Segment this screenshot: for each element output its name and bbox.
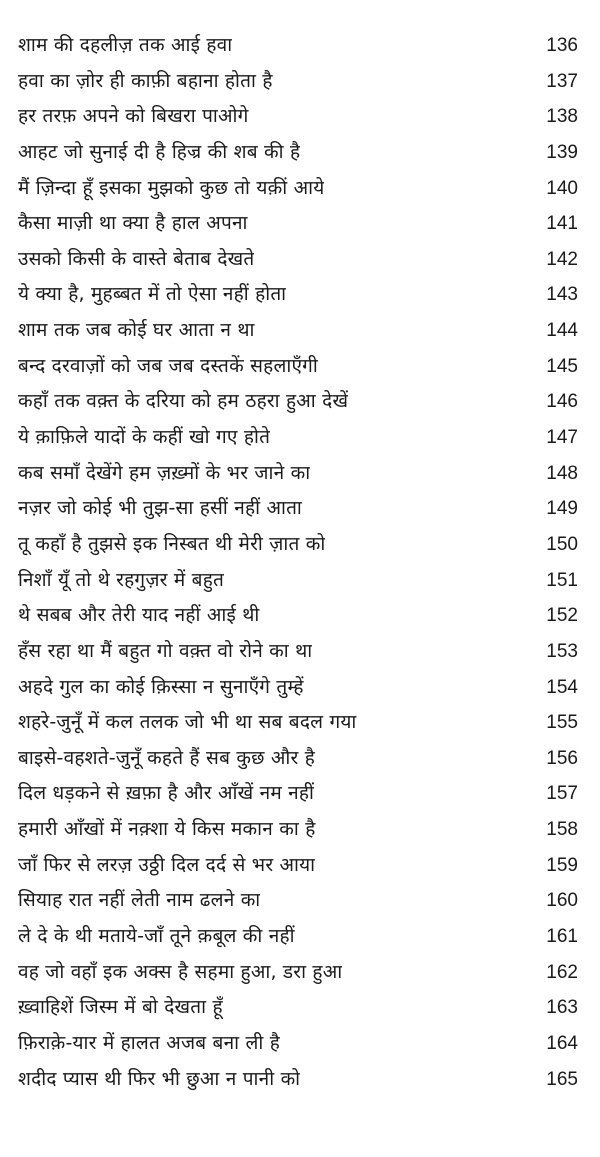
toc-entry-page-number: 156	[546, 747, 578, 769]
toc-entry-title: शाम तक जब कोई घर आता न था	[18, 319, 255, 342]
toc-entry	[18, 456, 578, 492]
toc-entry	[18, 491, 578, 527]
toc-entry-page-number: 145	[546, 355, 578, 377]
toc-entry-page-number: 147	[546, 427, 578, 449]
toc-entry-page-number: 136	[546, 35, 578, 56]
toc-entry-title: निशाँ यूँ तो थे रहगुज़र में बहुत	[18, 568, 225, 591]
toc-entry-title: कैसा माज़ी था क्या है हाल अपना	[18, 212, 248, 235]
table-of-contents	[18, 28, 578, 1097]
toc-entry-title: बन्द दरवाज़ों को जब जब दस्तकें सहलाएँगी	[18, 354, 318, 377]
toc-entry	[18, 313, 578, 349]
toc-entry-page-number: 141	[546, 213, 578, 235]
toc-entry	[18, 527, 578, 563]
toc-entry-page-number: 159	[546, 854, 578, 876]
toc-entry	[18, 28, 578, 64]
toc-entry-title: मैं ज़िन्दा हूँ इसका मुझको कुछ तो यक़ीं आये	[18, 176, 325, 199]
toc-entry	[18, 563, 578, 599]
toc-entry-title: ये क्या है, मुहब्बत में तो ऐसा नहीं होता	[18, 283, 287, 306]
toc-entry-title: ले दे के थी मताये-जाँ तूने क़बूल की नहीं	[18, 925, 295, 948]
toc-entry-page-number: 138	[546, 106, 578, 128]
toc-entry	[18, 99, 578, 135]
toc-entry-title: आहट जो सुनाई दी है हिज्र की शब की है	[18, 140, 301, 163]
toc-entry	[18, 990, 578, 1026]
toc-entry	[18, 919, 578, 955]
toc-entry-page-number: 151	[546, 569, 578, 591]
toc-entry	[18, 1062, 578, 1098]
toc-entry	[18, 741, 578, 777]
toc-entry	[18, 955, 578, 991]
toc-entry-page-number: 150	[546, 533, 578, 555]
toc-entry	[18, 848, 578, 884]
toc-entry	[18, 242, 578, 278]
toc-entry-title: उसको किसी के वास्ते बेताब देखते	[18, 247, 255, 270]
toc-entry-page-number: 149	[546, 498, 578, 520]
toc-entry-title: कहाँ तक वक़्त के दरिया को हम ठहरा हुआ देखें	[18, 390, 349, 413]
toc-entry-title: हवा का ज़ोर ही काफ़ी बहाना होता है	[18, 69, 273, 92]
toc-entry	[18, 420, 578, 456]
toc-entry	[18, 812, 578, 848]
toc-entry-title: थे सबब और तेरी याद नहीं आई थी	[18, 604, 260, 627]
toc-entry-title: नज़र जो कोई भी तुझ-सा हसीं नहीं आता	[18, 497, 303, 520]
toc-entry-page-number: 148	[546, 462, 578, 484]
toc-entry-page-number: 161	[546, 926, 578, 948]
toc-entry-page-number: 162	[546, 961, 578, 983]
toc-entry	[18, 883, 578, 919]
toc-entry-title: कब समाँ देखेंगे हम ज़ख़्मों के भर जाने का	[18, 461, 311, 484]
toc-entry-title: तू कहाँ है तुझसे इक निस्बत थी मेरी ज़ात को	[18, 532, 326, 555]
toc-entry-title: फ़िराक़े-यार में हालत अजब बना ली है	[18, 1031, 281, 1054]
toc-entry	[18, 171, 578, 207]
toc-entry-title: शाम की दहलीज़ तक आई हवा	[18, 34, 233, 56]
toc-entry-page-number: 144	[546, 320, 578, 342]
toc-entry-title: शहरे-जुनूँ में कल तलक जो भी था सब बदल गया	[18, 711, 357, 734]
toc-entry-page-number: 163	[546, 997, 578, 1019]
toc-entry-title: ख़्वाहिशें जिस्म में बो देखता हूँ	[18, 996, 223, 1019]
toc-entry-title: शदीद प्यास थी फिर भी छुआ न पानी को	[18, 1067, 301, 1090]
toc-entry-page-number: 157	[546, 783, 578, 805]
toc-entry-page-number: 146	[546, 391, 578, 413]
toc-entry-page-number: 158	[546, 819, 578, 841]
toc-entry-title: हर तरफ़ अपने को बिखरा पाओगे	[18, 105, 249, 128]
toc-entry-title: बाइसे-वहशते-जुनूँ कहते हैं सब कुछ और है	[18, 746, 316, 769]
toc-entry-title: वह जो वहाँ इक अक्स है सहमा हुआ, डरा हुआ	[18, 960, 343, 983]
toc-entry-page-number: 154	[546, 676, 578, 698]
toc-entry-title: दिल धड़कने से ख़फ़ा है और आँखें नम नहीं	[18, 782, 315, 805]
toc-entry-page-number: 165	[546, 1068, 578, 1090]
toc-entry	[18, 776, 578, 812]
toc-entry-page-number: 155	[546, 712, 578, 734]
toc-entry	[18, 634, 578, 670]
toc-entry-page-number: 153	[546, 640, 578, 662]
toc-entry-page-number: 143	[546, 284, 578, 306]
toc-entry	[18, 277, 578, 313]
toc-entry-page-number: 142	[546, 248, 578, 270]
toc-entry	[18, 206, 578, 242]
toc-entry-page-number: 137	[546, 70, 578, 92]
toc-entry	[18, 705, 578, 741]
toc-entry-title: हमारी आँखों में नक़्शा ये किस मकान का है	[18, 818, 316, 841]
toc-entry	[18, 1026, 578, 1062]
toc-entry-page-number: 164	[546, 1032, 578, 1054]
toc-entry	[18, 670, 578, 706]
toc-entry-page-number: 139	[546, 141, 578, 163]
toc-entry-title: सियाह रात नहीं लेती नाम ढलने का	[18, 889, 261, 912]
toc-entry-page-number: 152	[546, 605, 578, 627]
toc-entry	[18, 384, 578, 420]
toc-entry	[18, 135, 578, 171]
toc-entry	[18, 598, 578, 634]
toc-entry-title: ये क़ाफ़िले यादों के कहीं खो गए होते	[18, 426, 271, 449]
toc-entry-title: हँस रहा था मैं बहुत गो वक़्त वो रोने का था	[18, 639, 313, 662]
toc-entry-page-number: 140	[546, 177, 578, 199]
toc-entry-page-number: 160	[546, 890, 578, 912]
toc-entry-title: अहदे गुल का कोई क़िस्सा न सुनाएँगे तुम्हें	[18, 675, 304, 698]
toc-entry	[18, 349, 578, 385]
toc-entry-title: जाँ फिर से लरज़ उठ्ठी दिल दर्द से भर आया	[18, 853, 316, 876]
toc-entry	[18, 64, 578, 100]
